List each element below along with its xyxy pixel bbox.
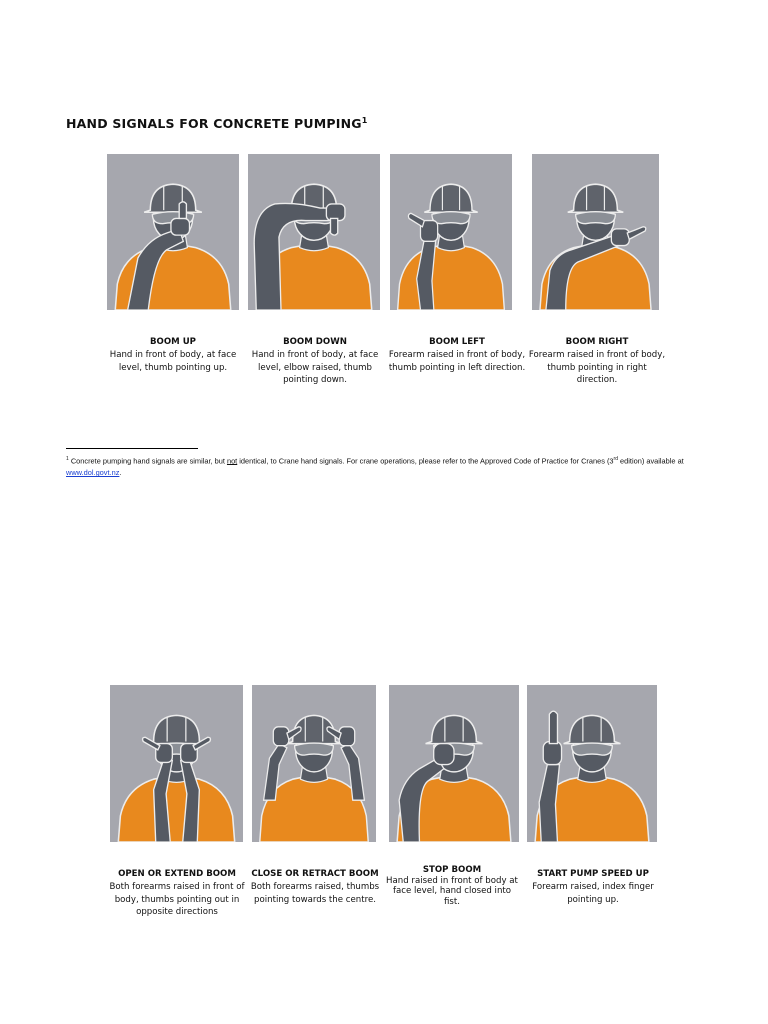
signal-description: Hand raised in front of body at face level, hand closed into fist. — [386, 875, 518, 907]
signal-name: BOOM RIGHT — [565, 337, 629, 347]
signal-name: BOOM LEFT — [429, 337, 485, 347]
signal-image-start-pump — [527, 685, 657, 842]
signal-name: STOP BOOM — [422, 865, 482, 875]
signal-image-boom-up — [107, 154, 239, 310]
signal-caption-close-retract-boom — [246, 868, 384, 906]
dol-link[interactable]: www.dol.govt.nz — [66, 468, 120, 478]
signal-name: BOOM DOWN — [283, 337, 347, 347]
page-title: HAND SIGNALS FOR CONCRETE PUMPING$^1$ — [66, 116, 368, 132]
signal-name: START PUMP SPEED UP — [537, 869, 649, 879]
signal-image-open-extend-boom — [110, 685, 243, 842]
signal-image-close-retract-boom — [252, 685, 376, 842]
signal-image-boom-down — [248, 154, 380, 310]
signal-name: OPEN OR EXTEND BOOM — [118, 869, 236, 879]
signal-caption-boom-right — [528, 336, 666, 387]
signal-caption-open-extend-boom — [104, 868, 250, 919]
signal-description: Forearm raised, index finger pointing up. — [532, 881, 654, 905]
signal-image-boom-left — [390, 154, 512, 310]
footnote-rule — [66, 448, 198, 449]
signal-caption-boom-up — [104, 336, 242, 374]
footnote: $^1$ Concrete pumping hand signals are similar, but not identical, to Crane hand signals. For crane operations, please refer to the Approved Code of Practice for Cranes (3rd edition) available at www.dol.govt.nz. — [66, 456, 684, 478]
signal-caption-stop-boom — [384, 865, 520, 907]
signal-image-boom-right — [532, 154, 659, 310]
signal-description: Both forearms raised in front of body, thumbs pointing out in opposite directions — [109, 881, 245, 918]
signal-name: CLOSE OR RETRACT BOOM — [251, 869, 379, 879]
signal-description: Forearm raised in front of body, thumb pointing in left direction. — [388, 349, 526, 373]
signal-description: Hand in front of body, at face level, thumb pointing up. — [109, 349, 237, 373]
signal-description: Hand in front of body, at face level, elbow raised, thumb pointing down. — [251, 349, 379, 386]
signal-name: BOOM UP — [150, 337, 196, 347]
signal-image-stop-boom — [389, 685, 519, 842]
signal-caption-boom-down — [246, 336, 384, 387]
signal-caption-start-pump — [524, 868, 662, 906]
signal-description: Both forearms raised, thumbs pointing towards the centre. — [250, 881, 380, 905]
signal-caption-boom-left — [388, 336, 526, 374]
signal-description: Forearm raised in front of body, thumb pointing in right direction. — [528, 349, 666, 386]
